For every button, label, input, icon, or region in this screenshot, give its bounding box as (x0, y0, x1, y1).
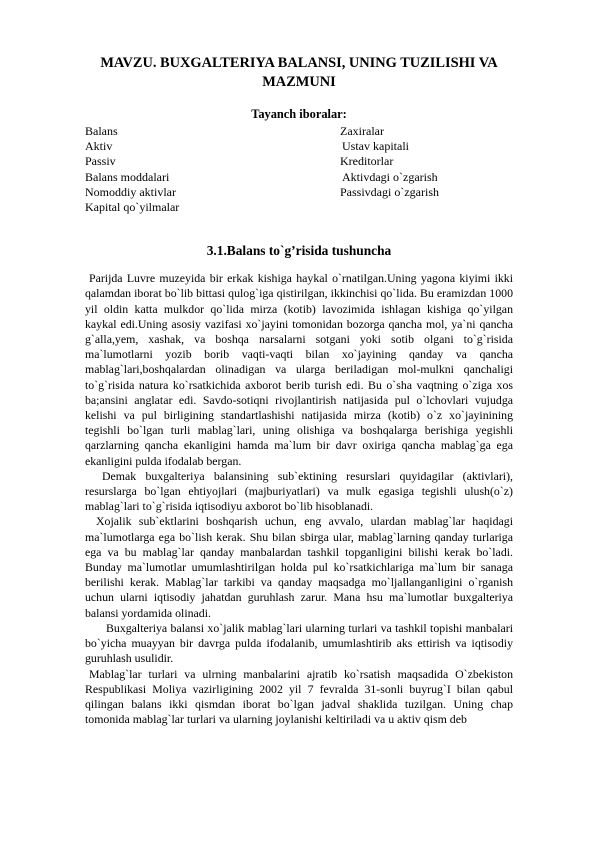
keyword-right: Aktivdagi o`zgarish (342, 169, 438, 184)
document-title (85, 54, 513, 92)
keyword-left: Balans moddalari (85, 169, 170, 184)
document-page (85, 54, 513, 727)
keyword-left: Aktiv (85, 139, 113, 154)
paragraph: Demak buxgalteriya balansining sub`ektining resurslari quyidagilar (aktivlari), resurslarga bo`lgan ehtiyojlari (majburiyatlari) va mulk egasiga tegishli ulush(o`z) mablag`lari to`g`risida iqtisodiyu axborot bo`lib hisoblanadi. (85, 468, 513, 514)
keyword-right: Kreditorlar (340, 154, 394, 169)
keyword-left: Balans (85, 124, 118, 138)
keyword-left: Kapital qo`yilmalar (85, 200, 180, 215)
keyword-right (340, 200, 513, 215)
keyword-right: Ustav kapitali (342, 139, 409, 154)
keywords-heading: Tayanch iboralar: (251, 107, 347, 121)
paragraph: Mablag`lar turlari va ulrning manbalarini ajratib ko`rsatish maqsadida O`zbekiston Respublikasi Moliya vazirligining 2002 yil 7 fevralda 31-sonli buyrug`I bilan qabul qilingan balans ikki qismdan iborat bo`lgan jadval shaklida tuzilgan. Uning chap tomonida mablag`lar turlari va ularning joylanishi keltiriladi va u aktiv qism deb (85, 666, 513, 727)
title-line-1: MAVZU. BUXGALTERIYA BALANSI, UNING TUZILISHI VA (100, 55, 498, 71)
paragraph: Xojalik sub`ektlarini boshqarish uchun, eng avvalo, ulardan mablag`lar haqidagi ma`lumotlarga ega bo`lish kerak. Shu bilan sbirga ular, mablag`larning qanday turlariga ega va bu mablag`lar qanday manbalardan tashkil topganligini bilishi kerak bo`ladi. Bunday ma`lumotlar umumlashtirilgan holda pul ko`rsatkichlariga ma`lum bir sanaga berilishi kerak. Mablag`lar tarkibi va qanday maqsadga mo`ljallanganligini o`rganish uchun ularni iqtisodiy jahatdan guruhlash zarur. Mana hsu ma`lumotlar buxgalteriya balansi yordamida olinadi. (85, 514, 513, 620)
paragraph: Parijda Luvre muzeyida bir erkak kishiga haykal o`rnatilgan.Uning yagona kiyimi ikki qalamdan iborat bo`lib bittasi qulog`iga qistirilgan, ikkinchisi qo`lida. Bu eramizdan 1000 yil oldin katta mulkdor qo`lida mirza (kotib) lavozimida ishlagan kishiga qo`yilgan kaykal edi.Uning asosiy vazifasi xo`jayini tomonidan bozorga qancha mol, ya`ni qancha g`alla,yem, xashak, va boshqa narsalarni sotgani yoki sotib olgani to`g`risida ma`lumotlarni yozib borib vaqti-vaqti bilan xo`jayining qanday va qancha mablag`lari,boshqalardan olinadigan va ularga beriladigan mol-mulkni qanchaligi to`g`risida natura ko`rsatkichida axborot berib turish edi. Bu o`sha vaqtning o`ziga xos ba;ansini anglatar edi. Savdo-sotiqni rivojlantirish natijasida pul o`lchovlari vujudga kelishi va pul birligining standartlashishi natijasida mirza (kotib) o`z xo`jayinining tegishli bo`lgan turli mablag`lari, uning olishiga va boshqalarga berishiga yegishli qarzlarning qancha ekanligini hamda ma`lum bir davr oxiriga qancha mablag`ga ega ekanligini pulda ifodalab bergan. (85, 271, 513, 468)
keyword-right: Passivdagi o`zgarish (340, 184, 439, 199)
keyword-left: Passiv (85, 154, 116, 169)
keyword-left: Nomoddiy aktivlar (85, 184, 176, 199)
keyword-right: Zaxiralar (340, 124, 384, 138)
body-text (85, 271, 513, 727)
keywords-grid (85, 124, 513, 215)
paragraph: Buxgalteriya balansi xo`jalik mablag`lari ularning turlari va tashkil topishi manbalari bo`yicha muayyan bir davrga pulda ifodalanib, umumlashtirib aks ettirish va iqtisodiy guruhlash usulidir. (85, 620, 513, 666)
section-title: 3.1.Balans to`g’risida tushuncha (206, 243, 392, 259)
title-line-2: MAZMUNI (262, 74, 336, 90)
